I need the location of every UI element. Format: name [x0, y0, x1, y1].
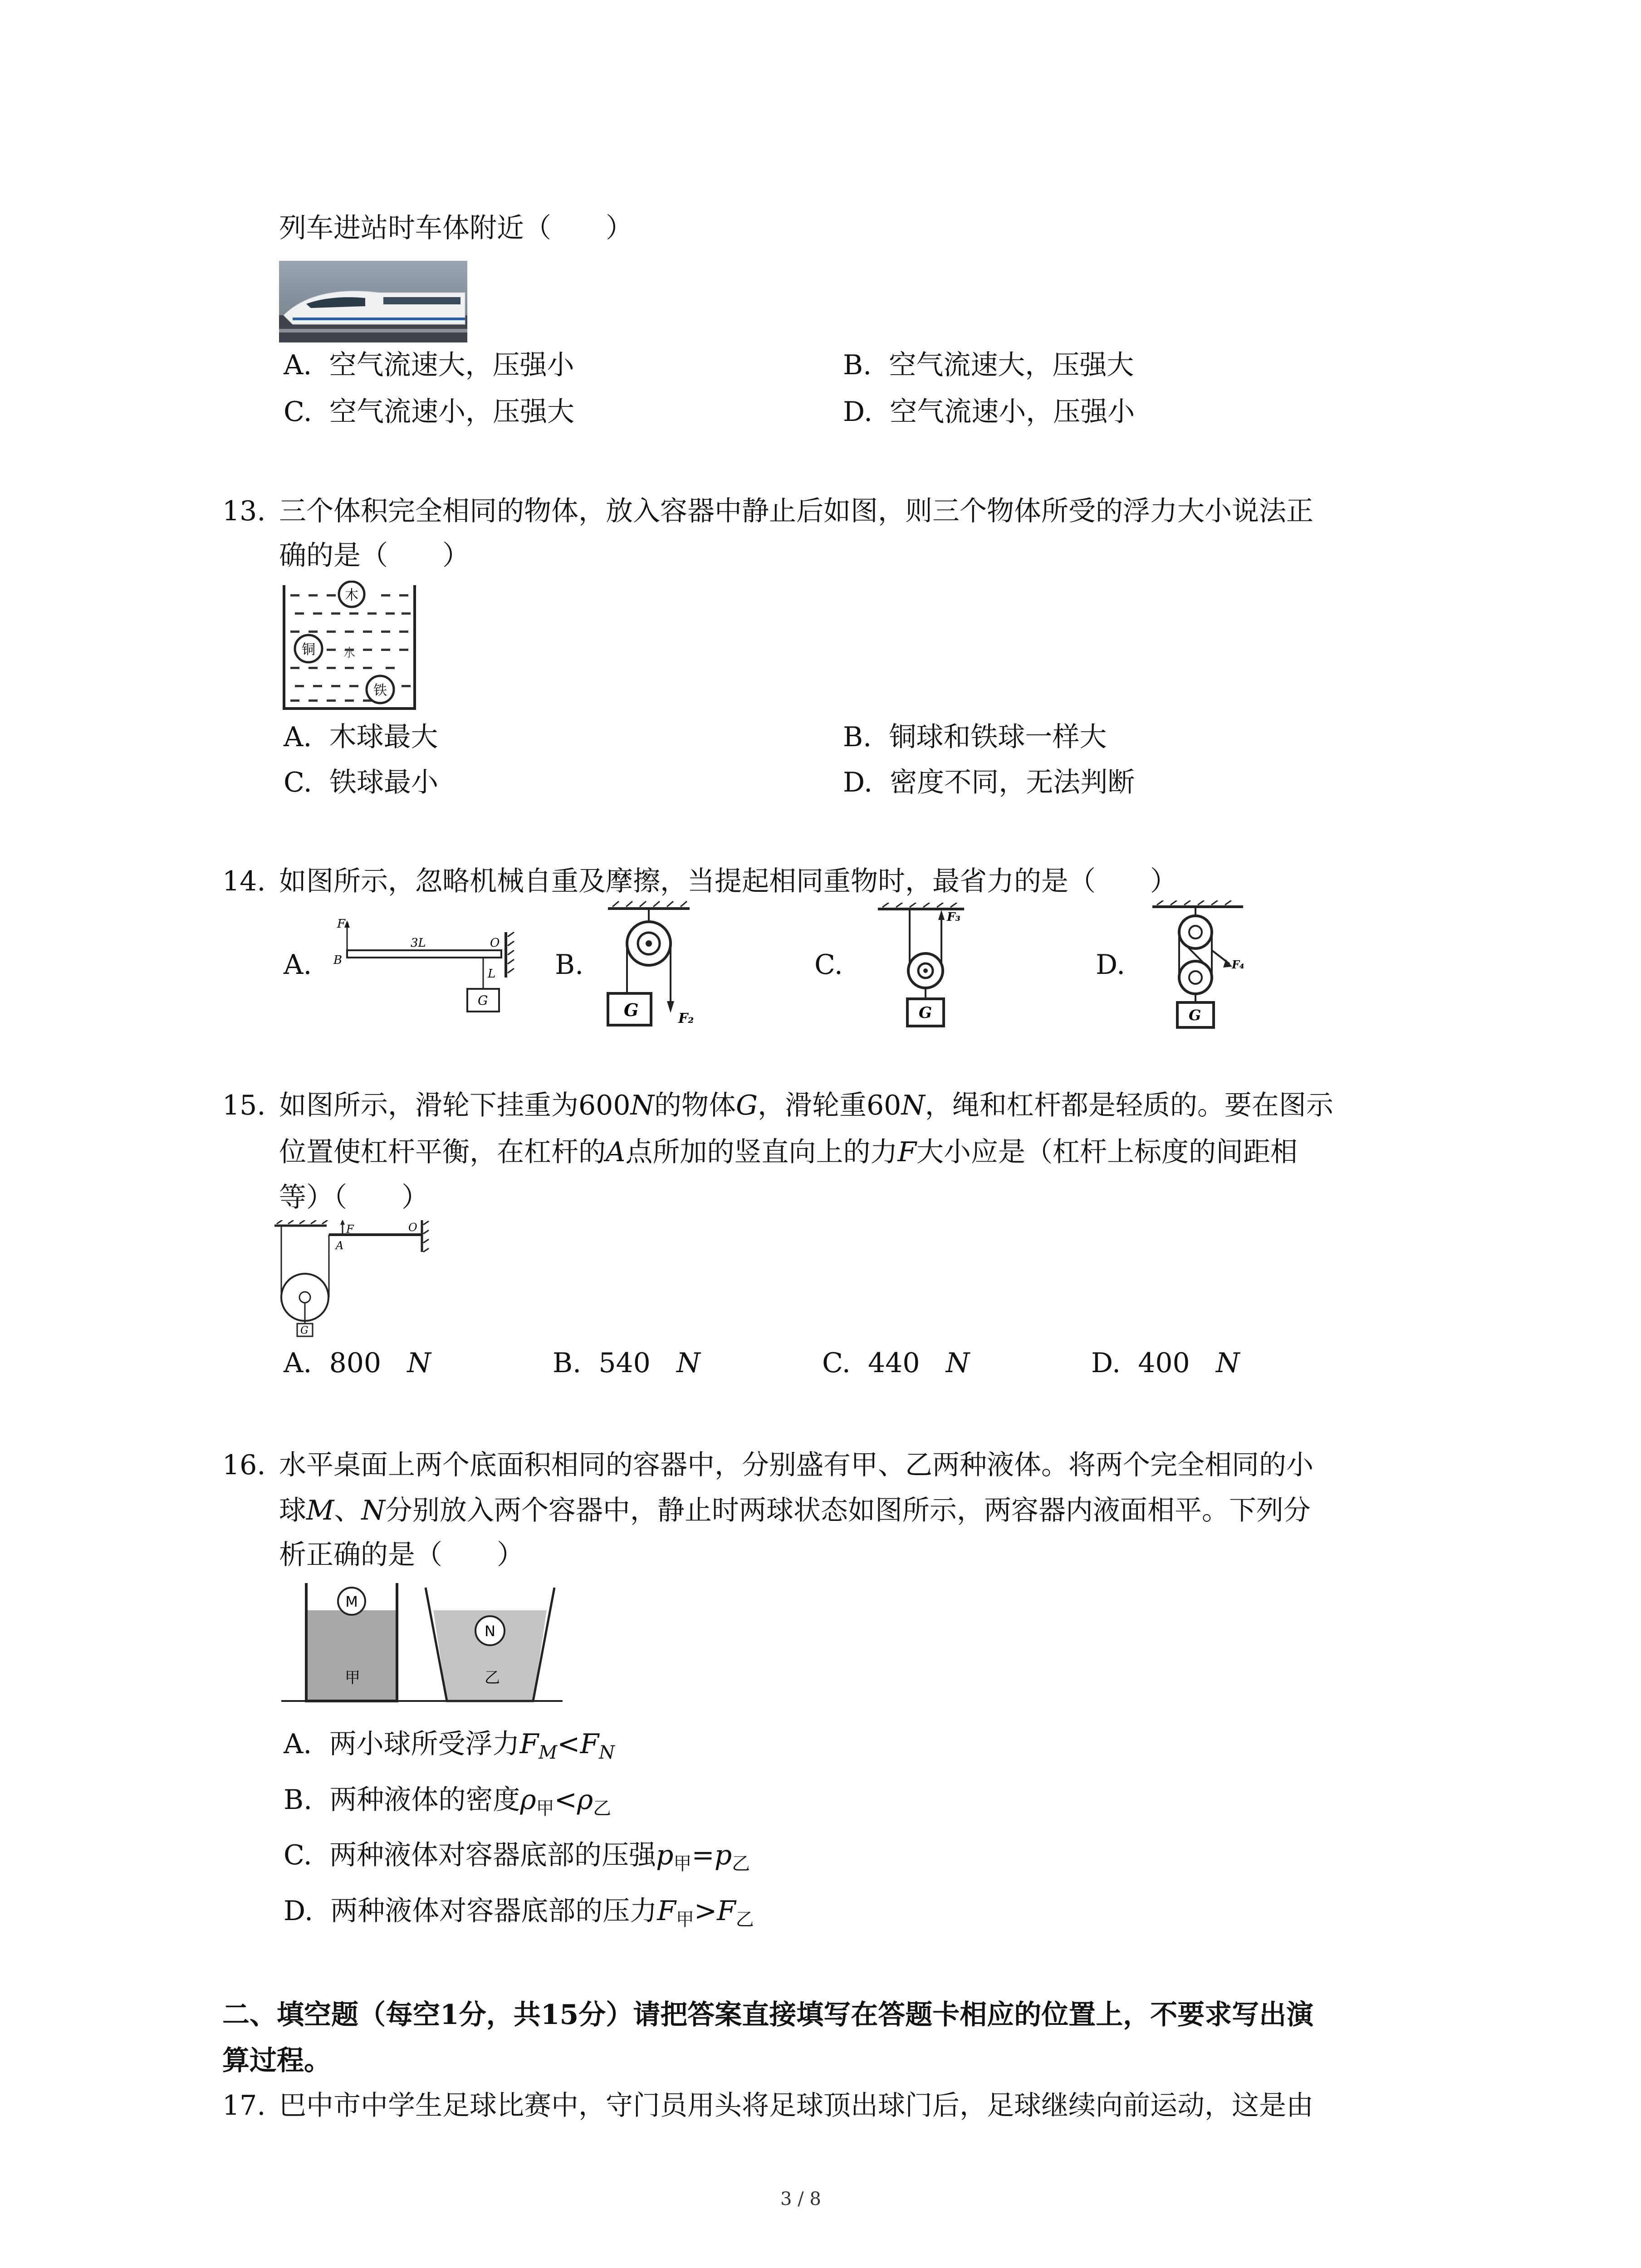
q12-option-a[interactable] — [284, 342, 574, 388]
q12-option-c[interactable] — [284, 389, 574, 435]
option-text: 两小球所受浮力 — [329, 1728, 520, 1760]
q13-stem-line1: 三个体积完全相同的物体，放入容器中静止后如图，则三个物体所受的浮力大小说法正 — [279, 495, 1313, 527]
q14-figure-d-pulley-block — [1143, 900, 1261, 1032]
section-heading-line2: 算过程。 — [222, 2045, 331, 2077]
text: 球 — [279, 1495, 306, 1526]
symbol: F — [897, 1136, 916, 1168]
page-number: 3 / 8 — [780, 2189, 821, 2209]
liquid-a-label: 甲 — [345, 1669, 360, 1687]
math-operator: > — [694, 1895, 717, 1927]
force-f4-label: F₄ — [1232, 958, 1244, 971]
math-operator: < — [554, 1784, 577, 1816]
option-text: 空气流速小，压强大 — [329, 396, 574, 428]
q12-option-d[interactable] — [843, 389, 1135, 435]
option-text: 铜球和铁球一样大 — [889, 721, 1107, 753]
weight-g-label: G — [1189, 1007, 1201, 1024]
q14-option-d-label[interactable]: D. — [1096, 949, 1126, 981]
q13-figure — [281, 581, 417, 712]
q14-option-b-label[interactable]: B. — [555, 949, 584, 981]
q17-stem: 巴中市中学生足球比赛中，守门员用头将足球顶出球门后，足球继续向前运动，这是由 — [279, 2090, 1313, 2121]
weight-g-label: G — [478, 993, 488, 1008]
q15-option-c[interactable] — [822, 1340, 970, 1386]
math-symbol: ρ — [520, 1784, 536, 1816]
length-l-label: L — [488, 967, 496, 981]
text: ，绳和杠杆都是轻质的。要在图示 — [925, 1090, 1333, 1121]
math-operator: < — [557, 1728, 580, 1760]
value: 60 — [866, 1090, 901, 1121]
option-label: B. — [843, 721, 872, 753]
math-symbol: F — [580, 1728, 599, 1760]
option-label: C. — [284, 1839, 312, 1871]
q16-figure — [281, 1579, 563, 1710]
math-subscript: N — [599, 1742, 615, 1763]
option-label: B. — [553, 1347, 582, 1379]
weight-g-label: G — [300, 1325, 309, 1336]
q16-option-d[interactable] — [284, 1888, 754, 1942]
q15-option-b[interactable] — [553, 1340, 700, 1386]
q13-number: 13. — [222, 495, 266, 527]
option-label: C. — [822, 1347, 851, 1379]
q13-option-a[interactable] — [284, 714, 438, 760]
option-label: D. — [843, 767, 873, 798]
point-b-label: B — [333, 953, 343, 967]
unit: N — [630, 1090, 655, 1121]
weight-g-label: G — [919, 1004, 932, 1022]
q14-stem: 如图所示，忽略机械自重及摩擦，当提起相同重物时，最省力的是（ ） — [279, 865, 1177, 897]
q15-figure — [272, 1220, 436, 1338]
option-label: D. — [284, 1895, 314, 1927]
option-label: C. — [284, 396, 312, 428]
option-text: 铁球最小 — [329, 767, 438, 798]
option-value: 800 — [329, 1347, 382, 1379]
math-subscript: M — [539, 1742, 558, 1763]
q15-stem-line1 — [279, 1083, 1333, 1128]
q13-option-c[interactable] — [284, 760, 438, 805]
value: 600 — [578, 1090, 631, 1121]
q15-option-d[interactable] — [1091, 1340, 1239, 1386]
wood-ball-label: 木 — [345, 587, 358, 603]
pivot-o-label: O — [408, 1221, 417, 1234]
pivot-o-label: O — [490, 936, 500, 950]
math-subscript: 甲 — [673, 1853, 692, 1874]
copper-ball-label: 铜 — [302, 642, 315, 658]
math-symbol: F — [519, 1728, 539, 1760]
q12-option-b[interactable] — [843, 342, 1134, 388]
q14-option-c-label[interactable]: C. — [814, 949, 843, 981]
option-label: D. — [1091, 1347, 1121, 1379]
water-label: 水 — [343, 646, 356, 660]
text: 位置使杠杆平衡，在杠杆的 — [279, 1136, 606, 1168]
text: 分别放入两个容器中，静止时两球状态如图所示，两容器内液面相平。下列分 — [385, 1495, 1311, 1526]
q14-figure-a-lever — [333, 914, 524, 1018]
q16-number: 16. — [222, 1449, 266, 1481]
option-label: A. — [284, 1347, 312, 1379]
option-text: 两种液体的密度 — [329, 1784, 520, 1816]
q13-option-d[interactable] — [843, 760, 1135, 805]
q16-option-a[interactable] — [284, 1721, 615, 1775]
option-text: 空气流速大，压强大 — [889, 349, 1134, 381]
option-unit: N — [1215, 1347, 1240, 1379]
option-label: B. — [843, 349, 872, 381]
math-subscript: 甲 — [536, 1798, 554, 1819]
q16-stem-line2 — [279, 1488, 1311, 1533]
option-label: B. — [284, 1784, 313, 1816]
option-label: A. — [284, 1728, 312, 1760]
math-subscript: 乙 — [593, 1798, 612, 1819]
option-text: 空气流速小，压强小 — [890, 396, 1135, 428]
q17-number: 17. — [222, 2090, 266, 2121]
option-text: 密度不同，无法判断 — [890, 767, 1135, 798]
q15-stem-line3: 等）（ ） — [279, 1182, 429, 1213]
q14-figure-b-fixed-pulley — [599, 900, 717, 1032]
q14-figure-c-movable-pulley — [873, 903, 991, 1030]
option-text: 两种液体对容器底部的压力 — [330, 1895, 657, 1927]
option-unit: N — [676, 1347, 700, 1379]
math-subscript: 乙 — [735, 1909, 754, 1930]
liquid-b-label: 乙 — [485, 1669, 500, 1687]
symbol: M — [306, 1495, 334, 1526]
q16-option-c[interactable] — [284, 1833, 750, 1887]
train-photo — [279, 261, 467, 342]
math-symbol: ρ — [577, 1784, 593, 1816]
symbol: A — [606, 1136, 626, 1168]
section-heading-line1: 二、填空题（每空1分，共15分）请把答案直接填写在答题卡相应的位置上，不要求写出演 — [222, 1999, 1314, 2031]
option-label: A. — [284, 349, 312, 381]
length-3l-label: 3L — [411, 936, 426, 950]
force-f-label: F — [346, 1223, 354, 1236]
option-label: D. — [843, 396, 873, 428]
option-label: A. — [284, 721, 312, 753]
point-a-label: A — [336, 1239, 344, 1252]
q15-option-a[interactable] — [284, 1340, 431, 1386]
option-value: 440 — [868, 1347, 920, 1379]
symbol: N — [361, 1495, 385, 1526]
text: 点所加的竖直向上的力 — [625, 1136, 898, 1168]
option-value: 400 — [1138, 1347, 1190, 1379]
option-unit: N — [407, 1347, 431, 1379]
q13-option-b[interactable] — [843, 714, 1107, 760]
train-image — [279, 261, 467, 342]
text: 大小应是（杠杆上标度的间距相 — [916, 1136, 1298, 1168]
force-f2-label: F₂ — [678, 1011, 694, 1026]
option-label: C. — [284, 767, 312, 798]
q12-stem: 列车进站时车体附近（ ） — [279, 212, 633, 244]
math-symbol: F — [657, 1895, 676, 1927]
option-unit: N — [945, 1347, 970, 1379]
q14-number: 14. — [222, 865, 266, 897]
option-text: 木球最大 — [329, 721, 438, 753]
weight-g-label: G — [624, 1000, 639, 1020]
text: 如图所示，滑轮下挂重为 — [279, 1090, 578, 1121]
force-f3-label: F₃ — [947, 910, 960, 924]
math-symbol: p — [656, 1839, 674, 1871]
q15-stem-line2 — [279, 1129, 1298, 1175]
text: 、 — [334, 1495, 362, 1526]
ball-n-label: N — [485, 1623, 495, 1640]
unit: N — [901, 1090, 925, 1121]
ball-m-label: M — [345, 1593, 358, 1610]
q15-number: 15. — [222, 1090, 266, 1121]
math-symbol: F — [717, 1895, 736, 1927]
option-value: 540 — [598, 1347, 651, 1379]
q16-option-b[interactable] — [284, 1777, 611, 1831]
math-symbol: p — [714, 1839, 732, 1871]
q16-stem-line3: 析正确的是（ ） — [279, 1539, 524, 1571]
q16-stem-line1: 水平桌面上两个底面积相同的容器中，分别盛有甲、乙两种液体。将两个完全相同的小 — [279, 1449, 1313, 1481]
option-text: 空气流速大，压强小 — [329, 349, 574, 381]
symbol: G — [736, 1090, 758, 1121]
math-subscript: 甲 — [676, 1909, 694, 1930]
math-operator: = — [691, 1839, 715, 1871]
text: ，滑轮重 — [757, 1090, 867, 1121]
q14-option-a-label[interactable]: A. — [284, 949, 312, 981]
q13-stem-line2: 确的是（ ） — [279, 540, 470, 572]
math-subscript: 乙 — [732, 1853, 750, 1874]
iron-ball-label: 铁 — [373, 683, 387, 699]
text: 的物体 — [654, 1090, 736, 1121]
option-text: 两种液体对容器底部的压强 — [329, 1839, 656, 1871]
force-label: F₁ — [337, 917, 350, 931]
